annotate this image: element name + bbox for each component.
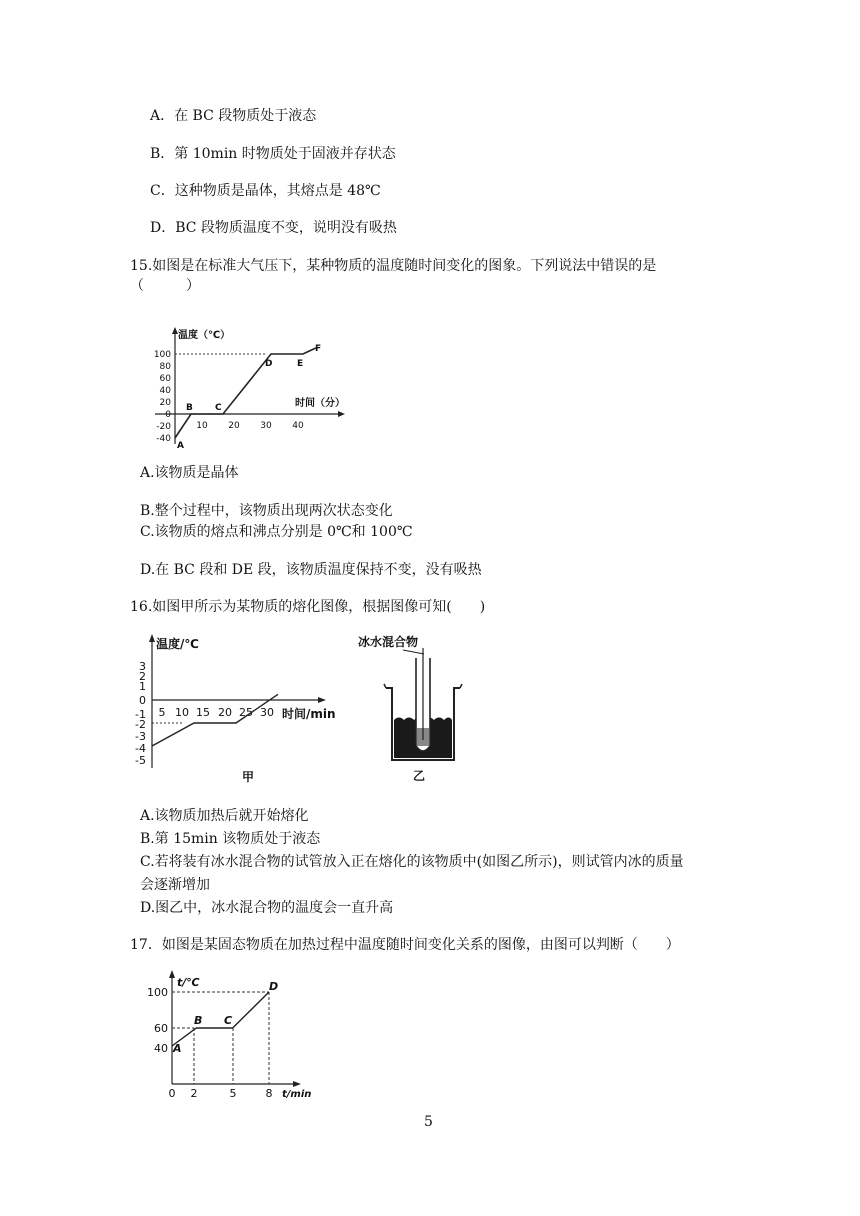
q15-chart <box>140 322 360 454</box>
q15-ytick: 40 <box>159 386 171 396</box>
q14-option-b: B．第 10min 时物质处于固液并存状态 <box>150 146 396 162</box>
q16-ylabel: 温度/℃ <box>156 637 199 651</box>
q17-xtick: 2 <box>190 1087 198 1100</box>
q16-caption-a: 甲 <box>242 770 255 784</box>
q15-point-label: E <box>297 359 304 369</box>
q16-figure-b <box>358 628 488 792</box>
q15-option-d: D.在 BC 段和 DE 段，该物质温度保持不变，没有吸热 <box>140 562 482 578</box>
q17-point-label: D <box>269 980 279 993</box>
q15-point-label: D <box>265 359 273 369</box>
q17-series-line <box>172 992 269 1046</box>
q16-ytick: 2 <box>139 670 146 683</box>
q15-ytick: 60 <box>159 374 171 384</box>
q15-xlabel: 时间（分） <box>295 398 345 409</box>
page-number: 5 <box>424 1114 433 1130</box>
q15-ytick: -20 <box>156 422 171 432</box>
q17-ytick: 100 <box>147 986 168 999</box>
q17-point-label: C <box>224 1014 233 1027</box>
q15-ylabel: 温度（℃） <box>178 330 231 341</box>
q16-ytick: -4 <box>135 742 146 755</box>
q15-ytick: 80 <box>159 362 171 372</box>
q16-xtick: 25 <box>239 706 253 719</box>
q16-ytick: 1 <box>139 680 146 693</box>
q16-ytick: -3 <box>135 730 146 743</box>
q14-option-d: D．BC 段物质温度不变，说明没有吸热 <box>150 220 397 236</box>
q14-option-c: C．这种物质是晶体，其熔点是 48℃ <box>150 183 381 199</box>
q14-option-a: A．在 BC 段物质处于液态 <box>150 108 317 124</box>
q16-figure-a <box>130 628 336 792</box>
q15-xtick: 40 <box>292 421 304 431</box>
q15-xtick: 30 <box>260 421 272 431</box>
q15-option-a: A.该物质是晶体 <box>140 465 239 481</box>
q15-xtick: 10 <box>196 421 208 431</box>
q16-ytick: 3 <box>139 660 146 673</box>
q17-ytick: 60 <box>154 1022 168 1035</box>
q17-xtick: 5 <box>229 1087 237 1100</box>
q15-ytick: 100 <box>153 350 171 360</box>
q15-ytick: 20 <box>159 398 171 408</box>
q15-point-label: B <box>186 403 193 413</box>
q16-ytick: 0 <box>139 694 146 707</box>
q16-option-a: A.该物质加热后就开始熔化 <box>140 808 309 824</box>
q16-xtick: 5 <box>158 706 166 719</box>
q16-ytick: -5 <box>135 754 146 767</box>
q17-ylabel: t/℃ <box>177 976 200 989</box>
q15-ytick: -40 <box>156 434 171 444</box>
q17-chart <box>147 966 320 1105</box>
q17-ytick: 40 <box>154 1042 168 1055</box>
q15-stem-cont: （ ） <box>130 278 200 294</box>
q15-stem: 15.如图是在标准大气压下，某种物质的温度随时间变化的图象。下列说法中错误的是 <box>130 258 657 274</box>
q16-option-c-cont: 会逐渐增加 <box>140 877 210 893</box>
q15-point-label: A <box>177 441 184 451</box>
q15-point-label: C <box>215 403 222 413</box>
q16-option-b: B.第 15min 该物质处于液态 <box>140 831 321 847</box>
q15-ytick: 0 <box>165 410 171 420</box>
q15-option-c: C.该物质的熔点和沸点分别是 0℃和 100℃ <box>140 524 413 540</box>
q16-series-line <box>152 694 278 746</box>
q15-point-label: F <box>315 344 322 354</box>
q16-xtick: 15 <box>196 706 210 719</box>
q17-point-label: A <box>173 1042 182 1055</box>
q17-xtick: 8 <box>265 1087 273 1100</box>
q15-option-b: B.整个过程中，该物质出现两次状态变化 <box>140 503 393 519</box>
q16-ytick: -2 <box>135 718 146 731</box>
q15-xtick: 20 <box>228 421 240 431</box>
q17-point-label: B <box>194 1014 203 1027</box>
q17-xlabel: t/min <box>282 1089 312 1100</box>
q16-label-leader <box>403 650 424 654</box>
q16-mixture-label: 冰水混合物 <box>358 635 419 649</box>
q17-xtick: 0 <box>168 1087 176 1100</box>
q16-xtick: 10 <box>175 706 189 719</box>
q16-ytick: -1 <box>135 708 146 721</box>
q16-caption-b: 乙 <box>413 769 426 783</box>
q16-option-d: D.图乙中，冰水混合物的温度会一直升高 <box>140 900 394 916</box>
q16-xlabel: 时间/min <box>282 707 336 721</box>
q16-xtick: 30 <box>260 706 274 719</box>
q16-stem: 16.如图甲所示为某物质的熔化图像，根据图像可知( ) <box>130 599 486 615</box>
q16-option-c: C.若将装有冰水混合物的试管放入正在熔化的该物质中(如图乙所示)，则试管内冰的质量 <box>140 854 684 870</box>
q16-xtick: 20 <box>218 706 232 719</box>
q17-stem: 17．如图是某固态物质在加热过程中温度随时间变化关系的图像，由图可以判断（ ） <box>130 937 680 953</box>
